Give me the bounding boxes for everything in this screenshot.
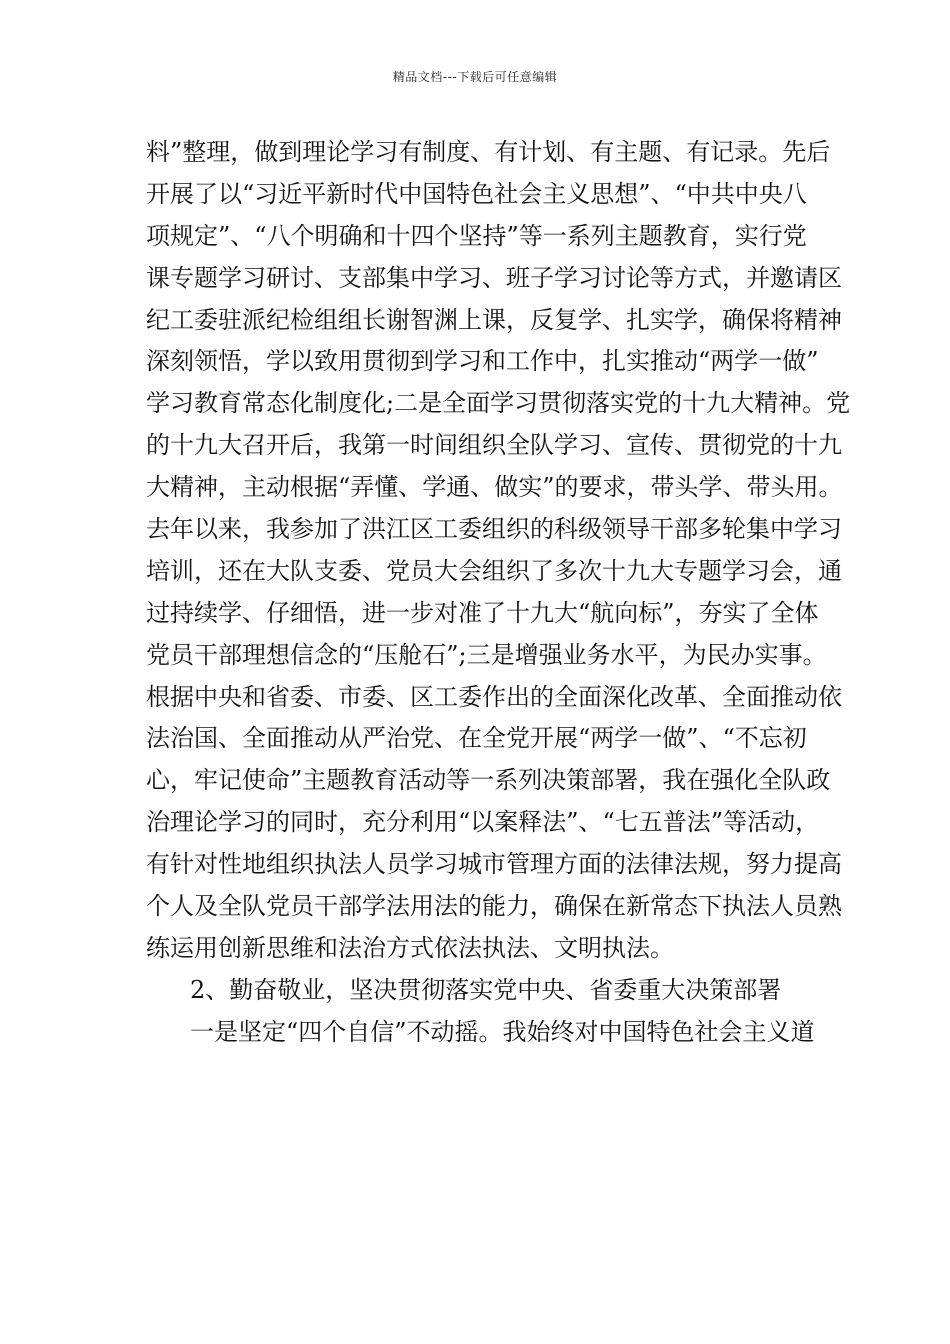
text-line: 培训，还在大队支委、党员大会组织了多次十九大专题学习会，通 — [146, 556, 842, 585]
text-line: 大精神，主动根据“弄懂、学通、做实”的要求，带头学、带头用。 — [146, 473, 843, 502]
paragraph-start: 一是坚定“四个自信”不动摇。我始终对中国特色社会主义道 — [190, 1017, 815, 1046]
text-line: 心，牢记使命”主题教育活动等一系列决策部署，我在强化全队政 — [146, 766, 831, 795]
text-line: 党员干部理想信念的“压舱石”;三是增强业务水平，为民办实事。 — [146, 640, 827, 669]
text-line: 纪工委驻派纪检组组长谢智渊上课，反复学、扎实学，确保将精神 — [146, 305, 842, 334]
page-header: 精品文档---下载后可任意编辑 — [392, 70, 558, 84]
text-line: 治理论学习的同时，充分利用“以案释法”、“七五普法”等活动， — [146, 808, 820, 837]
text-line: 料”整理，做到理论学习有制度、有计划、有主题、有记录。先后 — [146, 138, 831, 166]
text-line: 课专题学习研讨、支部集中学习、班子学习讨论等方式，并邀请区 — [146, 263, 842, 292]
text-line: 法治国、全面推动从严治党、在全党开展“两学一做”、“不忘初 — [146, 724, 807, 753]
text-line: 根据中央和省委、市委、区工委作出的全面深化改革、全面推动依 — [146, 682, 842, 711]
text-line: 开展了以“习近平新时代中国特色社会主义思想”、“中共中央八 — [146, 179, 807, 208]
text-line: 的十九大召开后，我第一时间组织全队学习、宣传、贯彻党的十九 — [146, 431, 842, 460]
text-line: 练运用创新思维和法治方式依法执法、文明执法。 — [146, 933, 674, 962]
text-line: 过持续学、仔细悟，进一步对准了十九大“航向标”，夯实了全体 — [146, 598, 819, 627]
section-heading: 2、勤奋敬业，坚决贯彻落实党中央、省委重大决策部署 — [190, 975, 782, 1004]
text-line: 项规定”、“八个明确和十四个坚持”等一系列主题教育，实行党 — [146, 221, 807, 250]
text-line: 个人及全队党员干部学法用法的能力，确保在新常态下执法人员熟 — [146, 892, 842, 921]
text-line: 学习教育常态化制度化;二是全面学习贯彻落实党的十九大精神。党 — [146, 389, 851, 418]
text-line: 深刻领悟，学以致用贯彻到学习和工作中，扎实推动“两学一做” — [146, 347, 819, 376]
text-line: 有针对性地组织执法人员学习城市管理方面的法律法规，努力提高 — [146, 850, 842, 879]
document-body — [146, 132, 851, 1054]
text-line: 去年以来，我参加了洪江区工委组织的科级领导干部多轮集中学习 — [146, 515, 842, 544]
